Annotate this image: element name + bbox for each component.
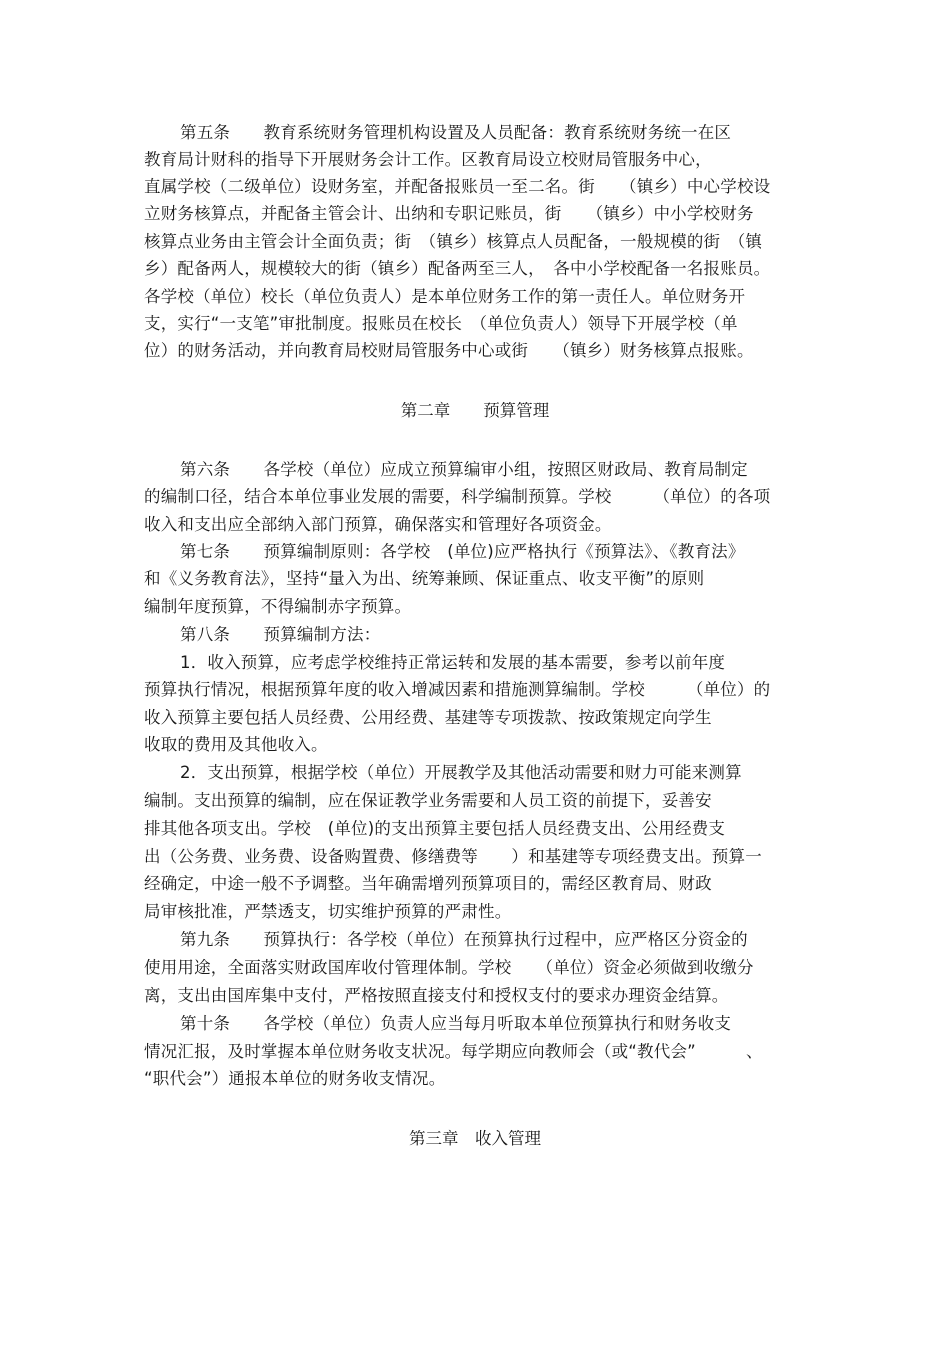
article8-item2-line-5: 经确定，中途一般不予调整。当年确需增列预算项目的，需经区教育局、财政 [144, 874, 712, 893]
article10-line-3: “职代会”）通报本单位的财务收支情况。 [144, 1069, 446, 1088]
article5-line-8: 支，实行“一支笔”审批制度。报账员在校长 （单位负责人）领导下开展学校（单 [144, 314, 738, 333]
article9-line-1: 第九条 预算执行：各学校（单位）在预算执行过程中，应严格区分资金的 [180, 930, 748, 949]
article5-line-3: 直属学校（二级单位）设财务室，并配备报账员一至二名。街 （镇乡）中心学校设 [144, 177, 771, 196]
article8-item1-line-2: 预算执行情况，根据预算年度的收入增减因素和措施测算编制。学校 （单位）的 [144, 680, 771, 699]
article5-line-2: 教育局计财科的指导下开展财务会计工作。区教育局设立校财局管服务中心， [144, 150, 712, 169]
article6-line-2: 的编制口径，结合本单位事业发展的需要，科学编制预算。学校 （单位）的各项 [144, 487, 771, 506]
article8-item1-line-1: 1．收入预算，应考虑学校维持正常运转和发展的基本需要，参考以前年度 [180, 653, 726, 672]
article9-line-3: 离，支出由国库集中支付，严格按照直接支付和授权支付的要求办理资金结算。 [144, 986, 729, 1005]
article5-line-5: 核算点业务由主管会计全面负责；街 （镇乡）核算点人员配备，一般规模的街 （镇 [144, 232, 763, 251]
article5-line-1: 第五条 教育系统财务管理机构设置及人员配备：教育系统财务统一在区 [180, 123, 732, 142]
article8-item2-line-6: 局审核批准，严禁透支，切实维护预算的严肃性。 [144, 902, 512, 921]
chapter3-heading: 第三章 收入管理 [409, 1129, 541, 1148]
article5-line-7: 各学校（单位）校长（单位负责人）是本单位财务工作的第一责任人。单位财务开 [144, 287, 746, 306]
article8-item2-line-3: 排其他各项支出。学校 (单位)的支出预算主要包括人员经费支出、公用经费支 [144, 819, 726, 838]
article6-line-3: 收入和支出应全部纳入部门预算，确保落实和管理好各项资金。 [144, 515, 612, 534]
chapter2-heading: 第二章 预算管理 [400, 401, 550, 420]
article8-item2-line-4: 出（公务费、业务费、设备购置费、修缮费等 ）和基建等专项经费支出。预算一 [144, 847, 762, 866]
article5-line-6: 乡）配备两人，规模较大的街（镇乡）配备两至三人， 各中小学校配备一名报账员。 [144, 259, 771, 278]
article8-item1-line-3: 收入预算主要包括人员经费、公用经费、基建等专项拨款、按政策规定向学生 [144, 708, 712, 727]
article7-line-2: 和《义务教育法》，坚持“量入为出、统筹兼顾、保证重点、收支平衡”的原则 [144, 569, 705, 588]
article8-item2-line-2: 编制。支出预算的编制，应在保证教学业务需要和人员工资的前提下，妥善安 [144, 791, 712, 810]
article6-line-1: 第六条 各学校（单位）应成立预算编审小组，按照区财政局、教育局制定 [180, 460, 748, 479]
article7-line-1: 第七条 预算编制原则：各学校 (单位)应严格执行《预算法》、《教育法》 [180, 542, 745, 561]
article8-heading: 第八条 预算编制方法： [180, 625, 381, 644]
article10-line-2: 情况汇报，及时掌握本单位财务收支状况。每学期应向教师会（或“教代会” 、 [144, 1042, 763, 1061]
article10-line-1: 第十条 各学校（单位）负责人应当每月听取本单位预算执行和财务收支 [180, 1014, 732, 1033]
article8-item2-line-1: 2．支出预算，根据学校（单位）开展教学及其他活动需要和财力可能来测算 [180, 763, 742, 782]
article8-item1-line-4: 收取的费用及其他收入。 [144, 735, 328, 754]
article9-line-2: 使用用途，全面落实财政国库收付管理体制。学校 （单位）资金必须做到收缴分 [144, 958, 754, 977]
article5-line-4: 立财务核算点，并配备主管会计、出纳和专职记账员，街 （镇乡）中小学校财务 [144, 204, 754, 223]
article5-line-9: 位）的财务活动，并向教育局校财局管服务中心或街 （镇乡）财务核算点报账。 [144, 341, 754, 360]
article7-line-3: 编制年度预算，不得编制赤字预算。 [144, 597, 412, 616]
